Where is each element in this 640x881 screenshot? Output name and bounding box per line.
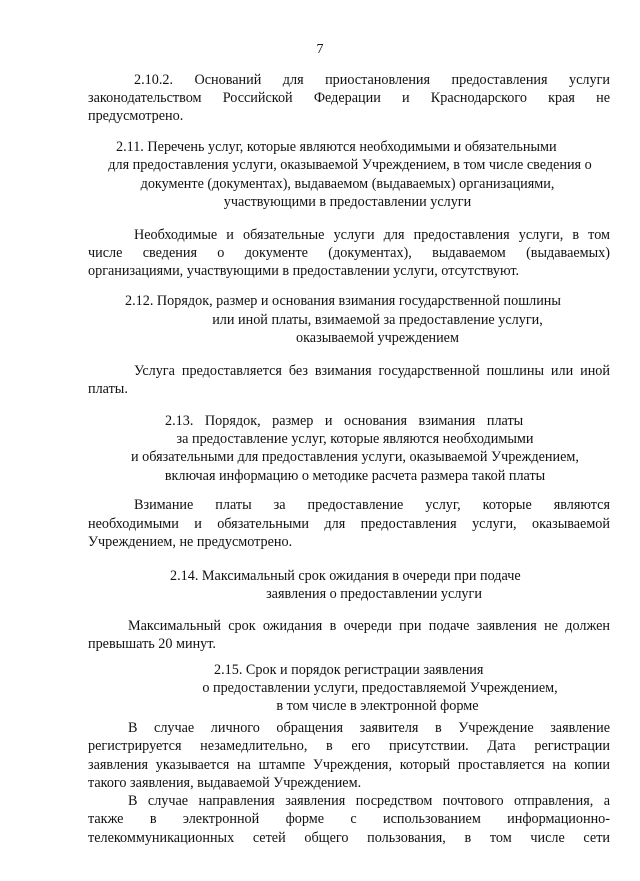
page-number: 7 bbox=[316, 42, 324, 57]
paragraph-2-11-line-2: числе сведения о документе (документах), выдаваемом (выдаваемых) bbox=[88, 245, 610, 261]
paragraph-2-11-line-3: организациями, участвующими в предоставлении услуги, отсутствуют. bbox=[88, 263, 520, 279]
paragraph-2-11-line-1: Необходимые и обязательные услуги для предоставления услуги, в том bbox=[134, 227, 610, 243]
heading-2-14-line-2: заявления о предоставлении услуги bbox=[266, 586, 482, 602]
paragraph-2-15-b-line-2: также в электронной форме с использованием информационно- bbox=[88, 811, 610, 827]
paragraph-2-15-a-line-2: регистрируется незамедлительно, в его присутствии. Дата регистрации bbox=[88, 738, 610, 754]
heading-2-11-line-1: 2.11. Перечень услуг, которые являются необходимыми и обязательными bbox=[116, 139, 557, 155]
paragraph-2-15-b-line-3: телекоммуникационных сетей общего пользования, в том числе сети bbox=[88, 830, 610, 846]
paragraph-2-15-a-line-3: заявления указывается на штампе Учреждения, который проставляется на копии bbox=[88, 757, 610, 773]
heading-2-13-line-1: 2.13. Порядок, размер и основания взимания платы bbox=[165, 413, 524, 429]
heading-2-15-line-2: о предоставлении услуги, предоставляемой Учреждением, bbox=[202, 680, 558, 696]
paragraph-2-15-a-line-4: такого заявления, выдаваемой Учреждением. bbox=[88, 775, 362, 791]
heading-2-12-line-3: оказываемой учреждением bbox=[296, 330, 459, 346]
paragraph-2-13-line-3: Учреждением, не предусмотрено. bbox=[88, 534, 293, 550]
heading-2-12-line-2: или иной платы, взимаемой за предоставление услуги, bbox=[212, 312, 543, 328]
paragraph-2-12-line-2: платы. bbox=[88, 381, 128, 397]
paragraph-2-10-2-line-2: законодательством Российской Федерации и Краснодарского края не bbox=[88, 90, 610, 106]
paragraph-2-12-line-1: Услуга предоставляется без взимания государственной пошлины или иной bbox=[134, 363, 610, 379]
heading-2-15-line-3: в том числе в электронной форме bbox=[276, 698, 479, 714]
paragraph-2-15-b-line-1: В случае направления заявления посредством почтового отправления, а bbox=[128, 793, 610, 809]
paragraph-2-13-line-1: Взимание платы за предоставление услуг, которые являются bbox=[134, 497, 610, 513]
heading-2-11-line-3: документе (документах), выдаваемом (выдаваемых) организациями, bbox=[140, 176, 555, 192]
heading-2-11-line-2: для предоставления услуги, оказываемой Учреждением, в том числе сведения о bbox=[108, 157, 592, 173]
paragraph-2-15-a-line-1: В случае личного обращения заявителя в Учреждение заявление bbox=[128, 720, 610, 736]
heading-2-13-line-3: и обязательными для предоставления услуги, оказываемой Учреждением, bbox=[131, 449, 579, 465]
heading-2-13-line-4: включая информацию о методике расчета размера такой платы bbox=[164, 468, 546, 484]
paragraph-2-10-2-line-1: 2.10.2. Оснований для приостановления предоставления услуги bbox=[134, 72, 610, 88]
paragraph-2-14-line-2: превышать 20 минут. bbox=[88, 636, 216, 652]
heading-2-12-line-1: 2.12. Порядок, размер и основания взимания государственной пошлины bbox=[125, 293, 561, 309]
heading-2-14-line-1: 2.14. Максимальный срок ожидания в очереди при подаче bbox=[170, 568, 521, 584]
heading-2-13-line-2: за предоставление услуг, которые являются необходимыми bbox=[176, 431, 534, 447]
paragraph-2-10-2-line-3: предусмотрено. bbox=[88, 108, 184, 124]
heading-2-11-line-4: участвующими в предоставлении услуги bbox=[223, 194, 472, 210]
paragraph-2-13-line-2: необходимыми и обязательными для предоставления услуги, оказываемой bbox=[88, 516, 610, 532]
heading-2-15-line-1: 2.15. Срок и порядок регистрации заявления bbox=[214, 662, 484, 678]
paragraph-2-14-line-1: Максимальный срок ожидания в очереди при подаче заявления не должен bbox=[128, 618, 610, 634]
